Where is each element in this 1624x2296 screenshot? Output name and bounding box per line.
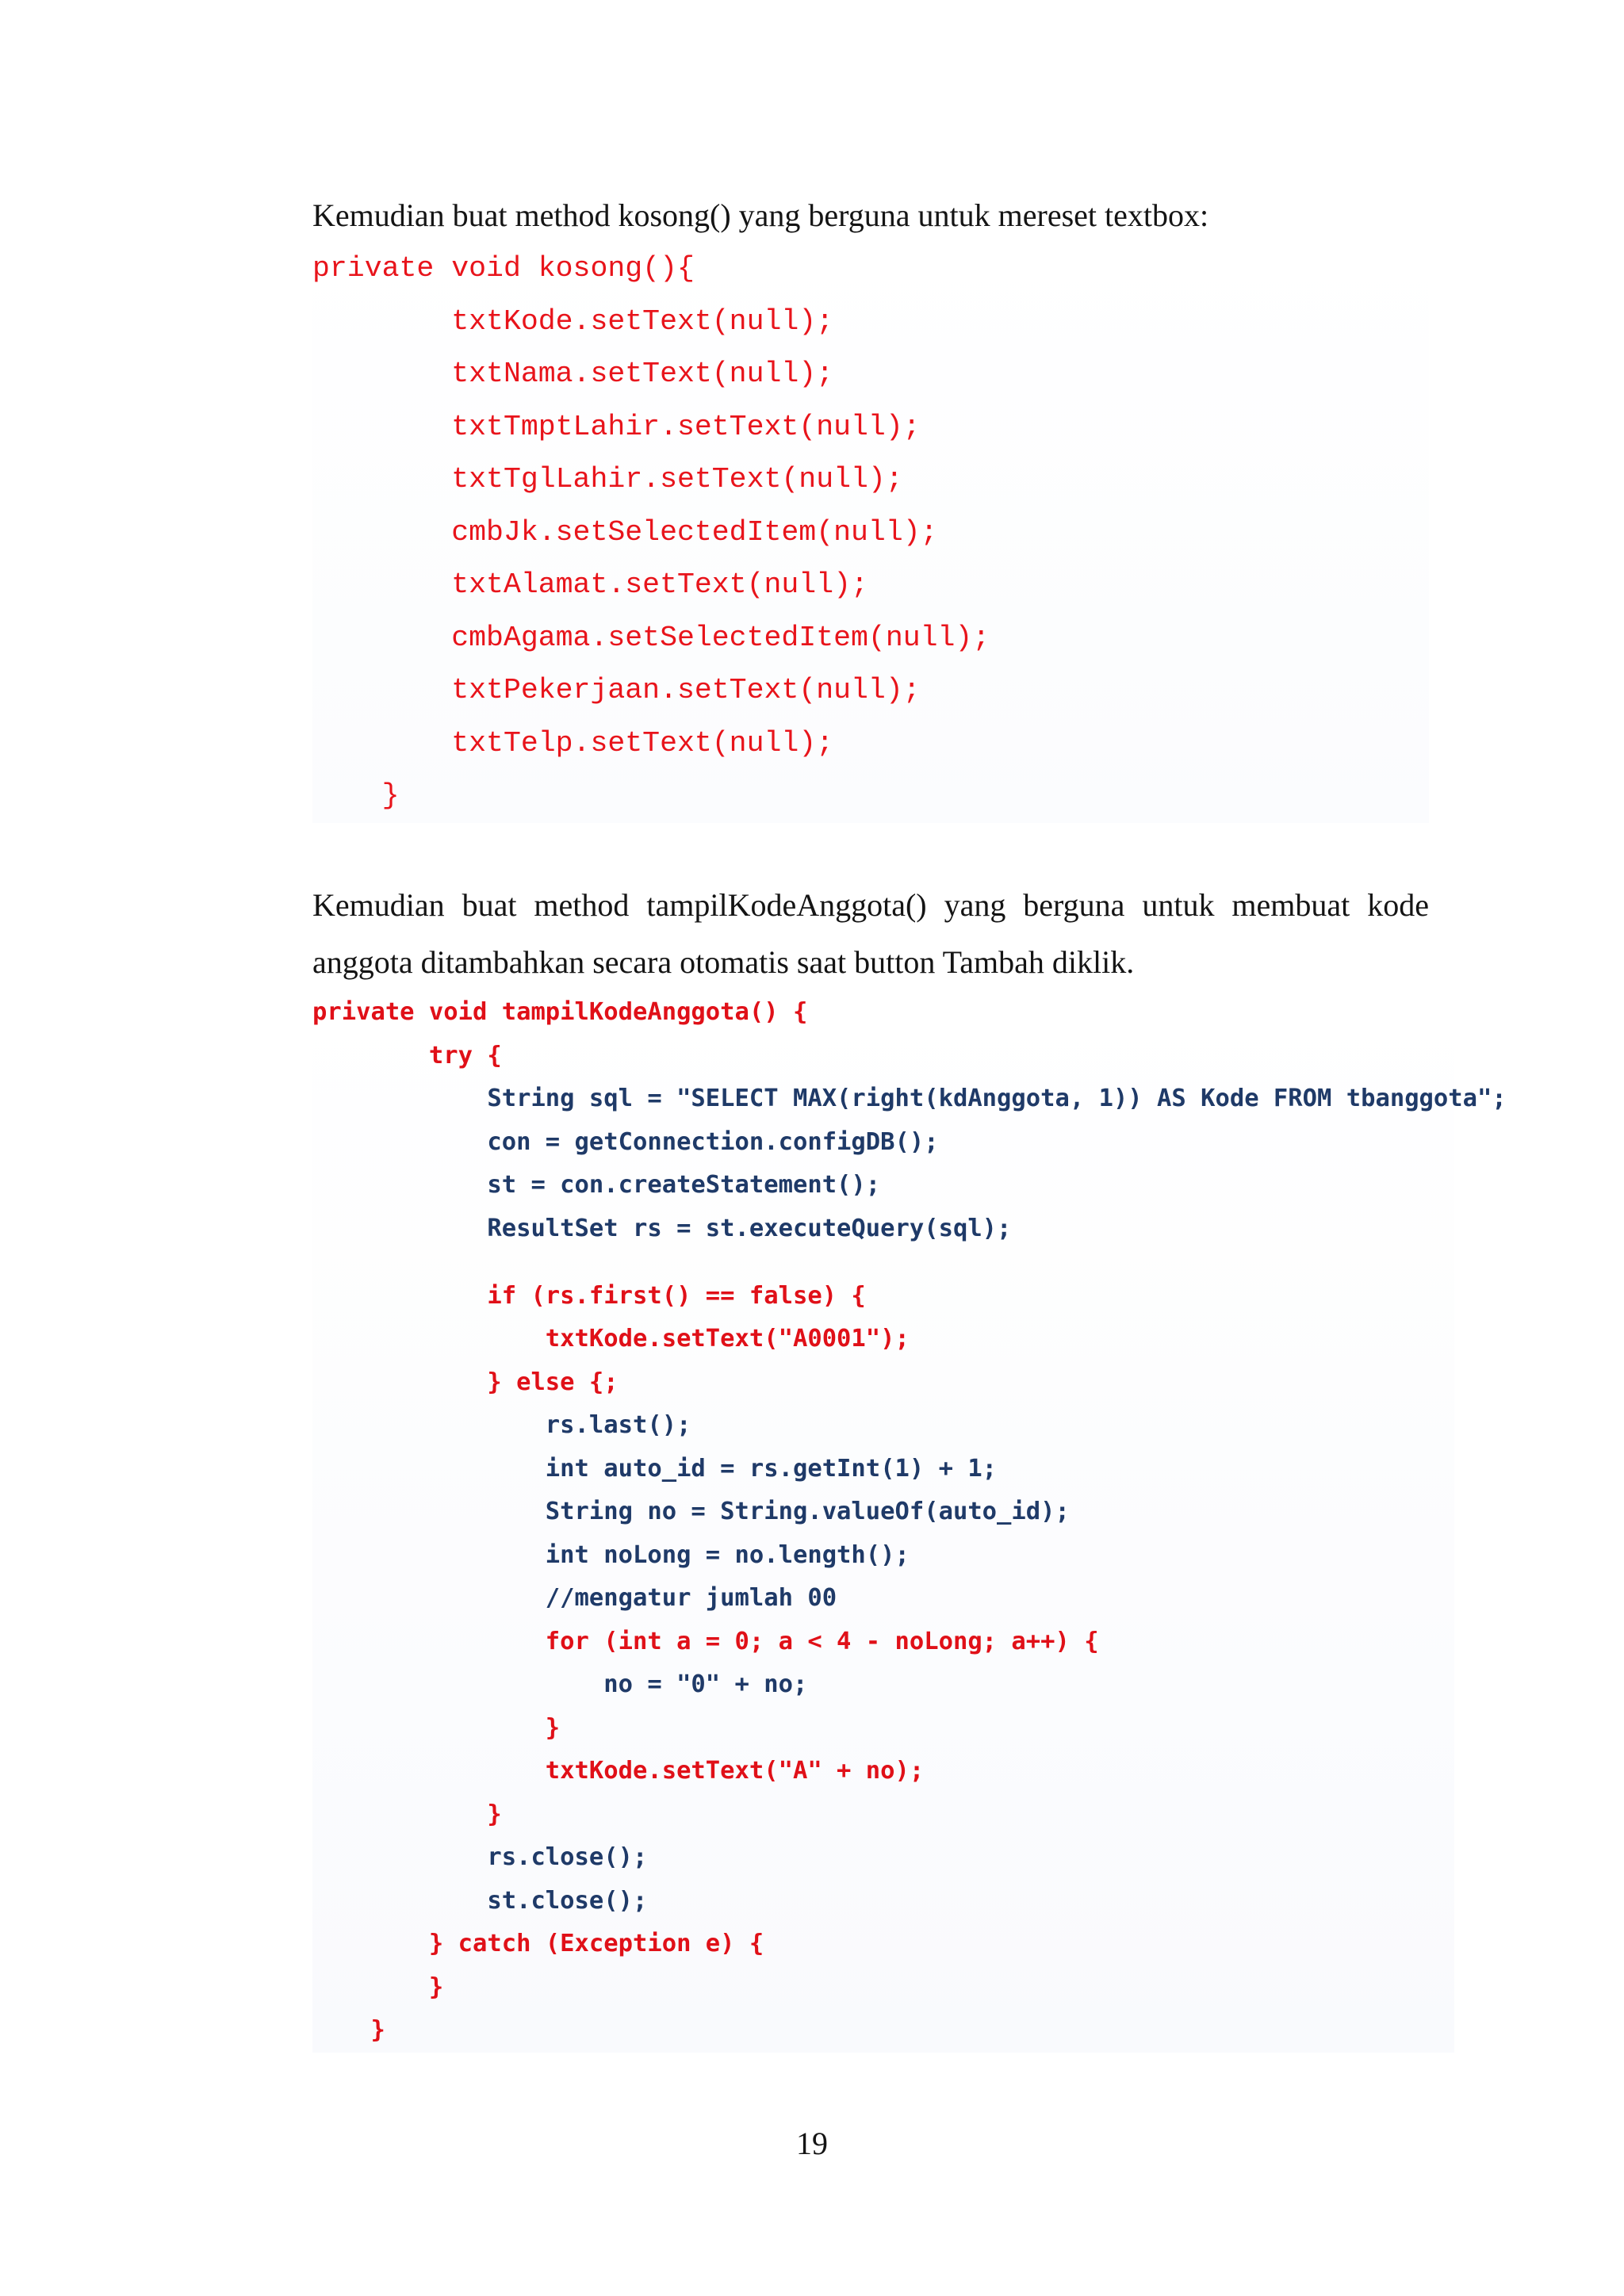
- code-line: for (int a = 0; a < 4 - noLong; a++) {: [312, 1627, 1099, 1655]
- code-line: }: [312, 1800, 502, 1828]
- code-line: cmbAgama.setSelectedItem(null);: [312, 621, 990, 654]
- code-line: private void tampilKodeAnggota() {: [312, 998, 808, 1026]
- paragraph-tampil-intro: Kemudian buat method tampilKodeAnggota() yang berguna untuk membuat kode anggota ditambahkan secara otomatis saat button Tambah diklik.: [312, 887, 1429, 980]
- code-line: } catch (Exception e) {: [312, 1930, 764, 1957]
- code-line: txtPekerjaan.setText(null);: [312, 674, 921, 706]
- code-line: if (rs.first() == false) {: [312, 1281, 866, 1310]
- code-line: int noLong = no.length();: [312, 1540, 910, 1569]
- page-number: 19: [796, 2126, 828, 2161]
- code-line: rs.last();: [312, 1411, 691, 1439]
- code-line: txtTelp.setText(null);: [312, 726, 834, 760]
- code-line: cmbJk.setSelectedItem(null);: [312, 515, 938, 549]
- code-line: st.close();: [312, 1886, 648, 1915]
- code-line: int auto_id = rs.getInt(1) + 1;: [312, 1454, 998, 1483]
- code-line: }: [312, 1973, 444, 2001]
- code-line: String no = String.valueOf(auto_id);: [312, 1498, 1070, 1525]
- code-line: } else {;: [312, 1368, 619, 1396]
- paragraph-kosong-intro: Kemudian buat method kosong() yang berguna untuk mereset textbox:: [312, 197, 1209, 233]
- code-line: txtKode.setText("A" + no);: [312, 1757, 925, 1785]
- code-line: no = "0" + no;: [312, 1670, 808, 1698]
- code-line: txtKode.setText("A0001");: [312, 1325, 910, 1353]
- code-line: ResultSet rs = st.executeQuery(sql);: [312, 1214, 1012, 1242]
- code-line: txtAlamat.setText(null);: [312, 568, 868, 601]
- code-line: rs.close();: [312, 1843, 648, 1871]
- code-line: }: [312, 779, 400, 812]
- code-line: txtNama.setText(null);: [312, 358, 834, 390]
- code-line: //mengatur jumlah 00: [312, 1584, 837, 1612]
- code-line: private void kosong(){: [312, 252, 695, 285]
- code-line: [312, 1250, 1454, 1275]
- code-line: txtKode.setText(null);: [312, 304, 834, 338]
- code-line: try {: [312, 1041, 502, 1070]
- code-line: st = con.createStatement();: [312, 1171, 881, 1199]
- code-block-kosong: [312, 243, 1429, 823]
- code-block-tampil-kode-anggota: [312, 991, 1507, 2053]
- code-line: txtTmptLahir.setText(null);: [312, 410, 921, 443]
- code-line: String sql = "SELECT MAX(right(kdAnggota, 1)) AS Kode FROM tbanggota";: [312, 1085, 1507, 1112]
- code-line: }: [312, 1713, 561, 1742]
- code-line: txtTglLahir.setText(null);: [312, 463, 903, 496]
- code-line: con = getConnection.configDB();: [312, 1127, 939, 1156]
- code-line: }: [312, 2016, 385, 2044]
